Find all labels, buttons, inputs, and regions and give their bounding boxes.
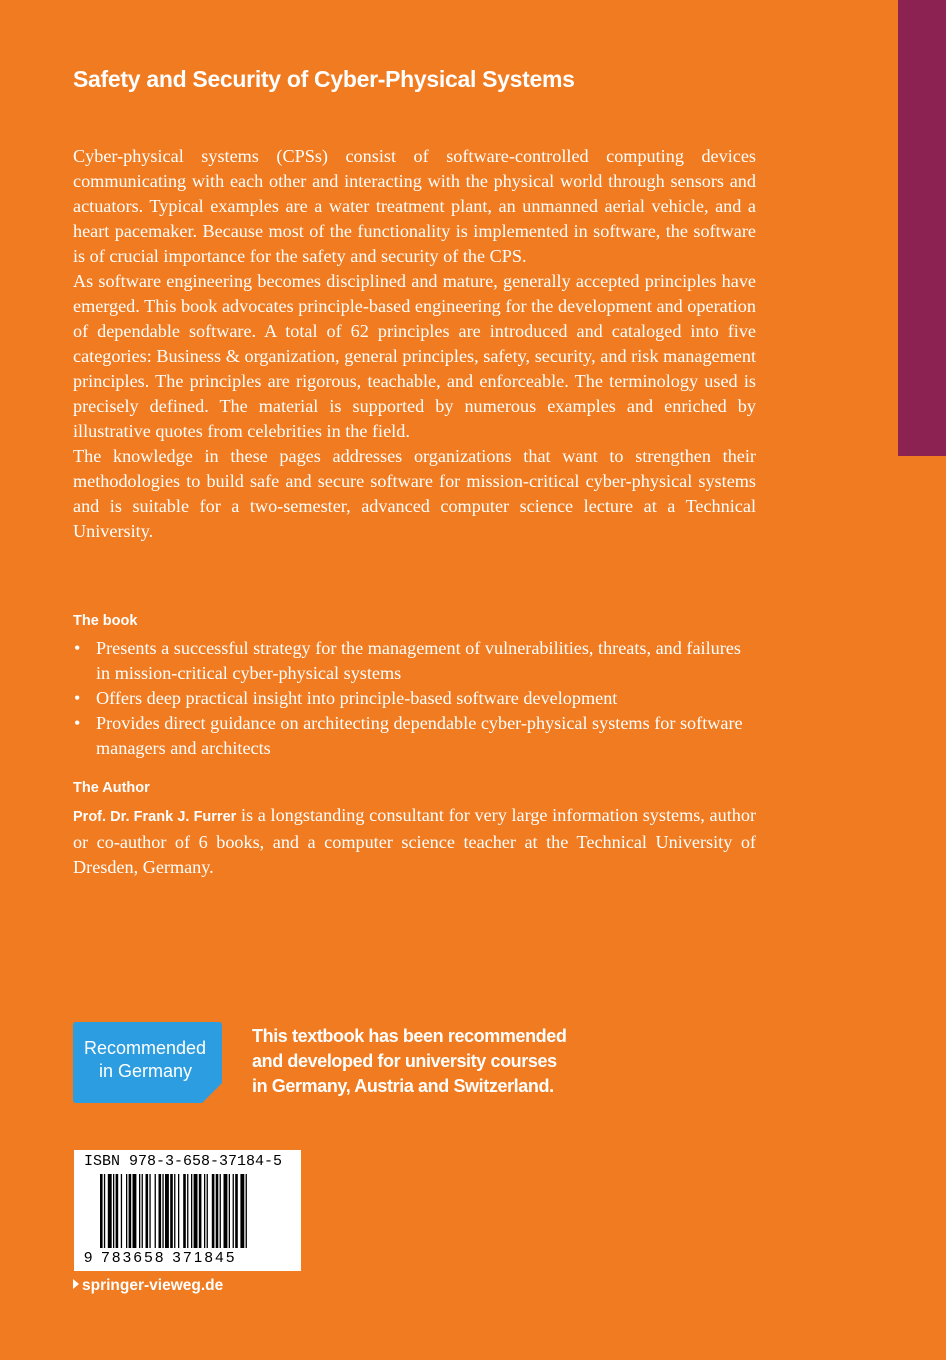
book-title: Safety and Security of Cyber-Physical Systems	[73, 66, 575, 92]
list-item-text: Presents a successful strategy for the management of vulnerabilities, threats, and failures in mission-critical cyber-physical systems	[96, 638, 741, 683]
book-features-list	[73, 636, 756, 761]
badge-line-2: in Germany	[99, 1061, 193, 1081]
barcode-bar	[149, 1174, 150, 1248]
barcode-bar	[159, 1174, 162, 1248]
website-text: springer-vieweg.de	[82, 1277, 224, 1294]
recommendation-line: in Germany, Austria and Switzerland.	[252, 1076, 554, 1096]
barcode-icon	[100, 1174, 288, 1254]
barcode-bar	[162, 1174, 163, 1248]
barcode-bar	[170, 1174, 173, 1248]
barcode-bar	[229, 1174, 230, 1248]
barcode-bar	[207, 1174, 208, 1248]
barcode-bar	[199, 1174, 202, 1248]
barcode-bar	[183, 1174, 186, 1248]
bullet-icon: •	[74, 713, 81, 733]
author-bio-text: is a longstanding consultant for very large information systems, author or co-author of 6 books, and a computer science teacher at the Technical University of Dresden, Germany.	[73, 805, 756, 877]
barcode-bar	[126, 1174, 127, 1248]
barcode-bar	[240, 1174, 244, 1248]
blurb	[73, 144, 756, 544]
barcode-bar	[129, 1174, 132, 1248]
recommendation-text	[252, 1024, 566, 1099]
badge-line-1: Recommended	[84, 1038, 207, 1058]
author-section-heading: The Author	[73, 780, 150, 796]
author-bio	[73, 803, 756, 880]
barcode-bar	[142, 1174, 143, 1248]
barcode-bar	[246, 1174, 247, 1248]
barcode-bar	[187, 1174, 188, 1248]
barcode-bar	[139, 1174, 140, 1248]
barcode-bar	[235, 1174, 238, 1248]
barcode-bar	[233, 1174, 234, 1248]
barcode-bar	[100, 1174, 103, 1248]
blurb-paragraph: As software engineering becomes disciplined and mature, generally accepted principles have emerged. This book advocates principle-based engineering for the development and operation of dependable software. A total of 62 principles are introduced and cataloged into five categories: Business & organization, general principles, safety, security, and risk management principles. The principles are rigorous, teachable, and enforceable. The terminology used is precisely defined. The material is supported by numerous examples and enriched by illustrative quotes from celebrities in the field.	[73, 271, 756, 441]
barcode-bar	[212, 1174, 215, 1248]
barcode-bar	[165, 1174, 169, 1248]
barcode-bar	[146, 1174, 149, 1248]
book-section-heading: The book	[73, 613, 138, 629]
barcode-bar	[133, 1174, 137, 1248]
barcode-bar	[178, 1174, 179, 1248]
barcode-bar	[121, 1174, 122, 1248]
blurb-paragraph: The knowledge in these pages addresses organizations that want to strengthen their methodologies to build safe and secure software for mission-critical cyber-physical systems and is suitable for a two-semester, advanced computer science lecture at a Technical University.	[73, 446, 756, 541]
website-link[interactable]	[73, 1277, 223, 1295]
list-item-text: Provides direct guidance on architecting dependable cyber-physical systems for software managers and architects	[96, 713, 743, 758]
bullet-icon: •	[74, 638, 81, 658]
bullet-icon: •	[74, 688, 81, 708]
list-item-text: Offers deep practical insight into principle-based software development	[96, 688, 618, 708]
barcode-bar	[216, 1174, 219, 1248]
barcode-bar	[104, 1174, 105, 1248]
barcode-bar	[194, 1174, 198, 1248]
spine-stripe	[898, 0, 946, 456]
page-fold-icon	[202, 1083, 222, 1103]
recommended-badge	[73, 1022, 222, 1103]
barcode-bar	[116, 1174, 119, 1248]
recommendation-line: and developed for university courses	[252, 1051, 557, 1071]
barcode-bar	[155, 1174, 156, 1248]
list-item	[73, 711, 756, 761]
barcode-bar	[204, 1174, 205, 1248]
barcode-bar	[113, 1174, 114, 1248]
barcode-bar	[224, 1174, 228, 1248]
barcode-bar	[174, 1174, 175, 1248]
barcode-digits: 9 783658 371845	[84, 1249, 237, 1266]
list-item	[73, 686, 756, 711]
arrow-right-icon	[73, 1279, 79, 1289]
barcode-bar	[191, 1174, 192, 1248]
recommendation-line: This textbook has been recommended	[252, 1026, 567, 1046]
blurb-paragraph: Cyber-physical systems (CPSs) consist of software-controlled computing devices communicating with each other and interacting with the physical world through sensors and actuators. Typical examples are a water treatment plant, an unmanned aerial vehicle, and a heart pacemaker. Because most of the functionality is implemented in software, the software is of crucial importance for the safety and security of the CPS.	[73, 146, 756, 266]
list-item	[73, 636, 756, 686]
barcode-bar	[220, 1174, 221, 1248]
isbn-label: ISBN 978-3-658-37184-5	[84, 1153, 283, 1170]
barcode-bar	[108, 1174, 112, 1248]
author-name: Prof. Dr. Frank J. Furrer	[73, 809, 237, 825]
